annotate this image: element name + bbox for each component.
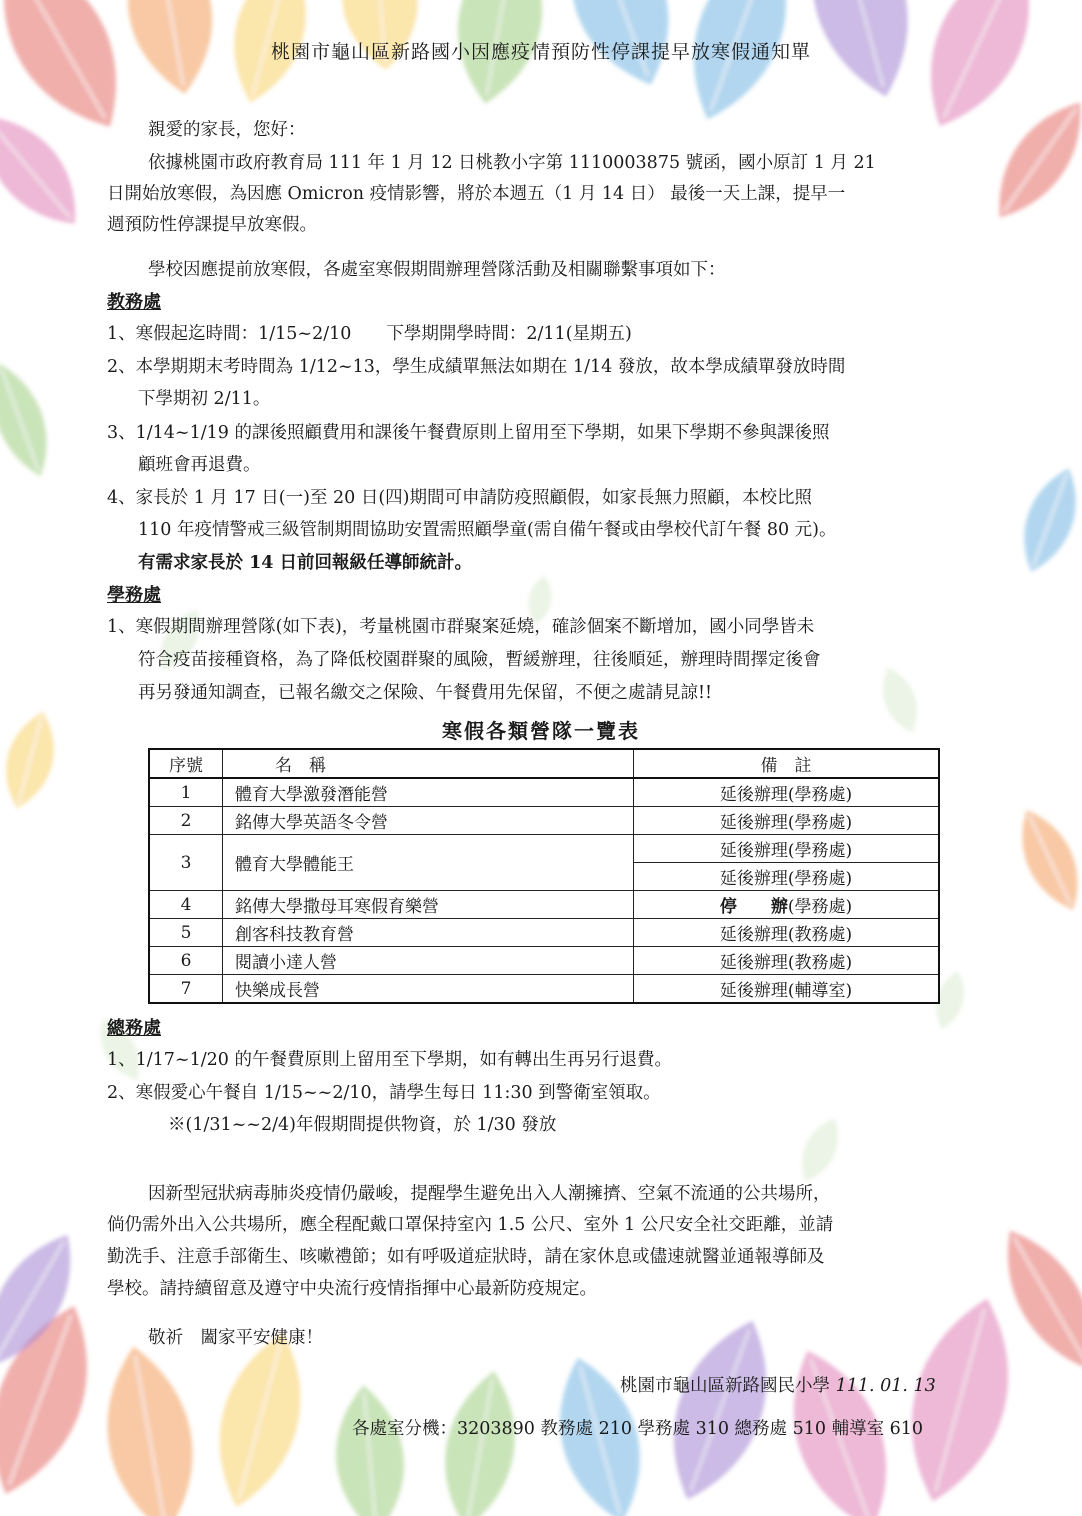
row-note: 延後辦理(學務處)	[634, 778, 940, 807]
table-title: 寒假各類營隊一覽表	[442, 719, 640, 743]
table-row	[149, 807, 939, 835]
row-name: 銘傳大學英語冬令營	[223, 807, 634, 835]
office-extensions: 各處室分機：3203890 教務處 210 學務處 310 總務處 510 輔導室 610	[352, 1419, 924, 1439]
section-heading-academic: 教務處	[107, 292, 161, 313]
academic-item-emphasis: 有需求家長於 14 日前回報級任導師統計。	[138, 553, 473, 573]
row-name: 體育大學激發潛能營	[223, 778, 634, 807]
header-name: 名 稱	[223, 749, 634, 778]
intro-paragraph-2: 學校因應提前放寒假，各處室寒假期間辦理營隊活動及相關聯繫事項如下：	[148, 260, 726, 280]
academic-item: 3、1/14~1/19 的課後照顧費用和課後午餐費原則上留用至下學期，如果下學期不參與課後照	[107, 423, 830, 443]
academic-item: 4、家長於 1 月 17 日(一)至 20 日(四)期間可申請防疫照顧假，如家長無力照顧，本校比照	[107, 488, 812, 508]
intro-line: 日開始放寒假，為因應 Omicron 疫情影響，將於本週五（1 月 14 日） 最後一天上課，提早一	[107, 184, 846, 204]
table-row	[149, 891, 939, 919]
row-no: 6	[149, 947, 223, 975]
row-no: 2	[149, 807, 223, 835]
table-row	[149, 947, 939, 975]
signature-date: 111. 01. 13	[835, 1376, 936, 1396]
row-note: 延後辦理(學務處)	[634, 835, 940, 863]
row-no: 4	[149, 891, 223, 919]
stop-office: (學務處)	[787, 897, 853, 917]
row-name: 快樂成長營	[223, 975, 634, 1004]
closing-line: 倘仍需外出入公共場所，應全程配戴口罩保持室內 1.5 公尺、室外 1 公尺安全社交距離，並請	[107, 1215, 834, 1235]
academic-item: 110 年疫情警戒三級管制期間協助安置需照顧學童(需自備午餐或由學校代訂午餐 80 元)。	[138, 520, 837, 540]
intro-line: 週預防性停課提早放寒假。	[107, 215, 317, 235]
row-note: 延後辦理(教務處)	[634, 947, 940, 975]
table-header-row	[149, 749, 939, 778]
row-note: 延後辦理(學務處)	[634, 863, 940, 891]
academic-item: 1、寒假起迄時間：1/15~2/10 下學期開學時間：2/11(星期五)	[107, 324, 632, 344]
academic-item: 下學期初 2/11。	[138, 389, 271, 409]
row-no: 1	[149, 778, 223, 807]
row-name: 銘傳大學撒母耳寒假育樂營	[223, 891, 634, 919]
intro-line: 依據桃園市政府教育局 111 年 1 月 12 日桃教小字第 1110003875 號函，國小原訂 1 月 21	[148, 153, 876, 173]
signature	[620, 1374, 936, 1398]
table-row	[149, 975, 939, 1004]
camp-table	[148, 748, 940, 1004]
header-no: 序號	[149, 749, 223, 778]
row-name: 體育大學體能王	[223, 835, 634, 891]
stop-label: 停 辦	[719, 897, 788, 917]
section-heading-student: 學務處	[107, 585, 161, 606]
header-note: 備 註	[634, 749, 940, 778]
student-item: 1、寒假期間辦理營隊(如下表)，考量桃園市群聚案延燒，確診個案不斷增加，國小同學皆未	[107, 617, 815, 637]
greeting: 親愛的家長，您好：	[148, 120, 306, 140]
row-note: 延後辦理(教務處)	[634, 919, 940, 947]
table-row	[149, 919, 939, 947]
row-name: 創客科技教育營	[223, 919, 634, 947]
row-no: 3	[149, 835, 223, 891]
general-item: 1、1/17~1/20 的午餐費原則上留用至下學期，如有轉出生再另行退費。	[107, 1050, 672, 1070]
section-heading-general: 總務處	[107, 1018, 161, 1039]
general-item: 2、寒假愛心午餐自 1/15~~2/10，請學生每日 11:30 到警衛室領取。	[107, 1083, 661, 1103]
row-no: 7	[149, 975, 223, 1004]
closing-line: 勤洗手、注意手部衛生、咳嗽禮節；如有呼吸道症狀時，請在家休息或儘速就醫並通報導師及	[107, 1247, 825, 1267]
general-item-note: ※(1/31~~2/4)年假期間提供物資，於 1/30 發放	[168, 1115, 557, 1135]
page-title: 桃園市龜山區新路國小因應疫情預防性停課提早放寒假通知單	[270, 41, 811, 63]
row-note: 延後辦理(學務處)	[634, 807, 940, 835]
academic-item: 2、本學期期末考時間為 1/12~13，學生成績單無法如期在 1/14 發放，故本學成績單發放時間	[107, 357, 846, 377]
regards: 敬祈 闔家平安健康！	[148, 1328, 323, 1348]
student-item: 符合疫苗接種資格，為了降低校園群聚的風險，暫緩辦理，往後順延，辦理時間擇定後會	[138, 650, 821, 670]
row-note	[634, 891, 940, 919]
academic-item: 顧班會再退費。	[138, 455, 261, 475]
table-row	[149, 778, 939, 807]
school-name: 桃園市龜山區新路國民小學	[620, 1376, 830, 1396]
closing-line: 學校。請持續留意及遵守中央流行疫情指揮中心最新防疫規定。	[107, 1279, 597, 1299]
row-no: 5	[149, 919, 223, 947]
table-row	[149, 835, 939, 863]
row-name: 閱讀小達人營	[223, 947, 634, 975]
row-note: 延後辦理(輔導室)	[634, 975, 940, 1004]
closing-line: 因新型冠狀病毒肺炎疫情仍嚴峻，提醒學生避免出入人潮擁擠、空氣不流通的公共場所，	[148, 1184, 831, 1204]
student-item: 再另發通知調查，已報名繳交之保險、午餐費用先保留，不便之處請見諒!!	[138, 683, 713, 703]
